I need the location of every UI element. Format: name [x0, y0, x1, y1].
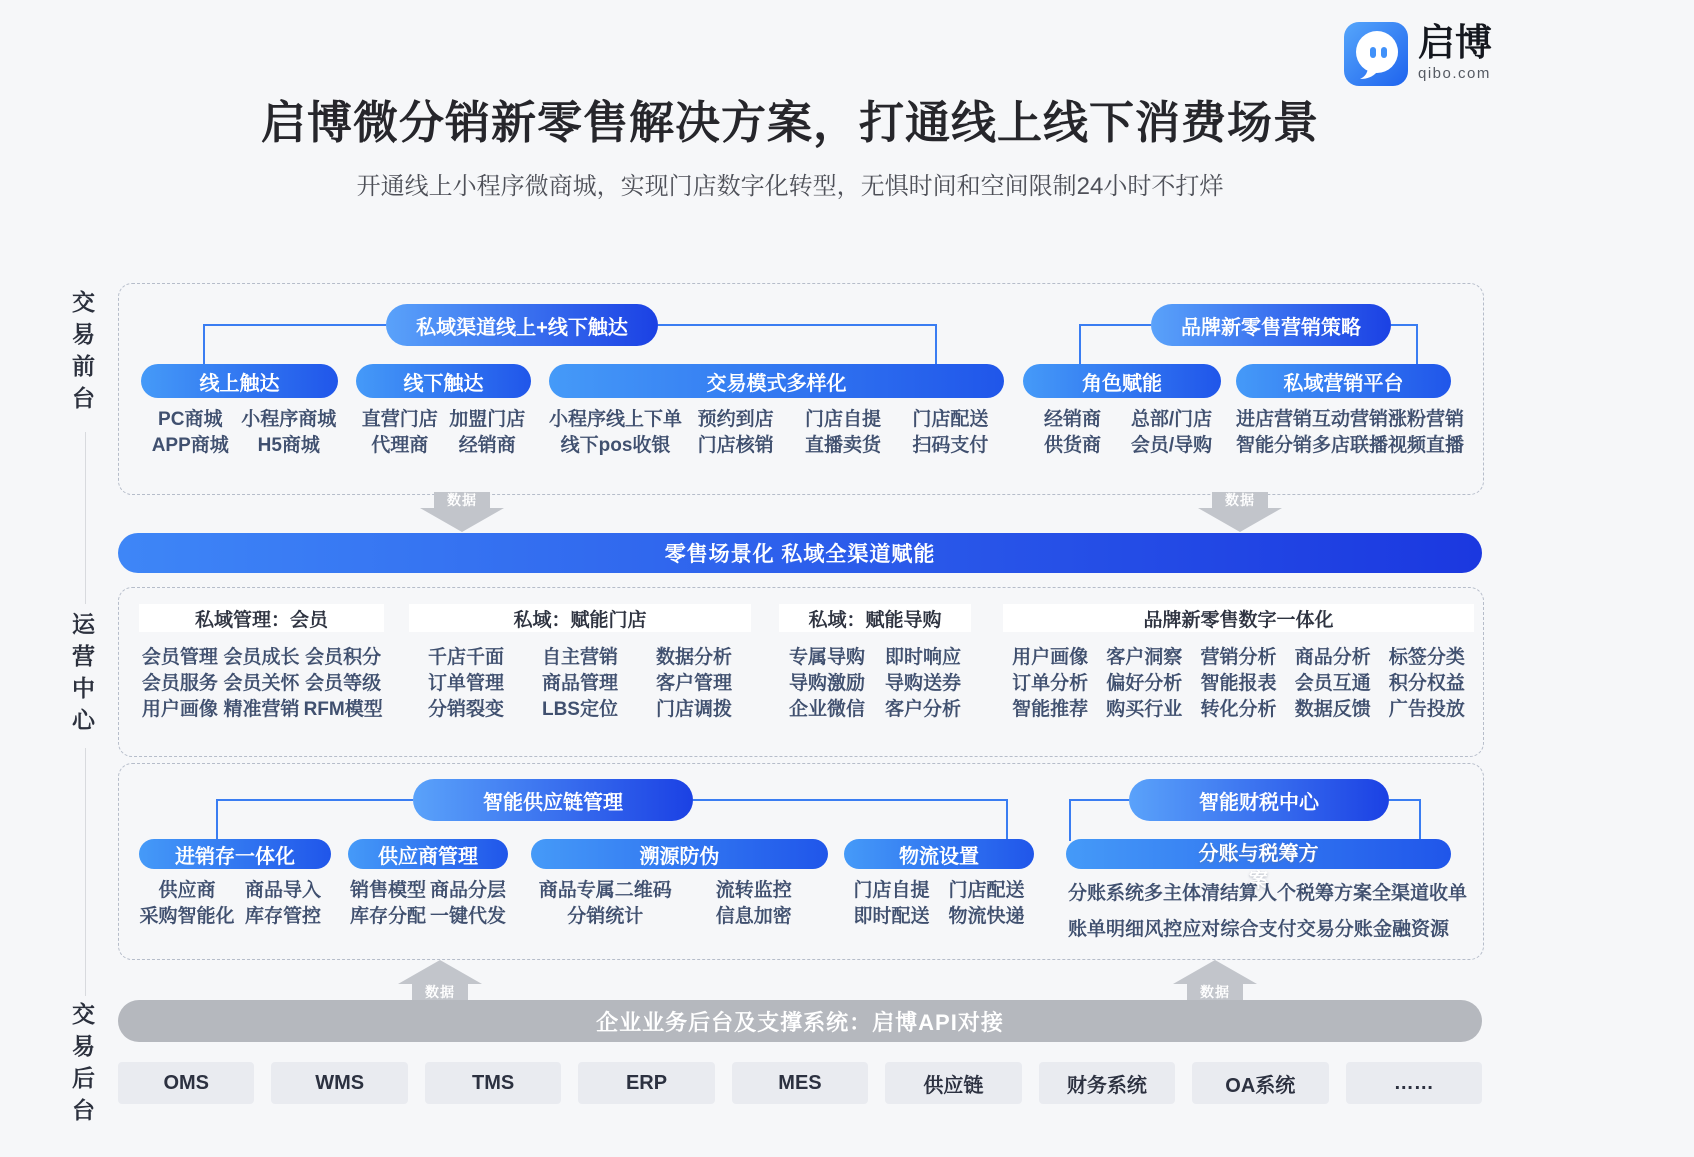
arrow-head	[398, 960, 482, 984]
system-box-finance: 财务系统	[1039, 1062, 1175, 1104]
system-box-oms: OMS	[118, 1062, 254, 1104]
feature-item: 门店自提	[853, 880, 930, 901]
feature-item: 门店调拨	[655, 699, 732, 720]
data-flow-up-arrow-icon	[398, 960, 482, 1000]
feature-item: 用户画像	[1012, 647, 1089, 668]
feature-item: 库存管控	[244, 906, 321, 927]
feature-item: 营销分析	[1200, 647, 1277, 668]
feature-item: PC商城	[158, 409, 223, 430]
feature-item: 代理商	[371, 435, 429, 456]
feature-item: 商品导入	[244, 880, 321, 901]
feature-item: 智能报表	[1200, 673, 1277, 694]
group-digital-integration	[1003, 604, 1474, 723]
feature-item: 风控应对	[1144, 919, 1221, 940]
feature-item: 加盟门店	[449, 409, 526, 430]
feature-item: H5商城	[257, 435, 320, 456]
feature-item: 门店自提	[805, 409, 882, 430]
connector-line	[1389, 799, 1421, 801]
data-flow-up-arrow-icon	[1173, 960, 1257, 1000]
feature-item: 千店千面	[427, 647, 504, 668]
backend-api-bar: 企业业务后台及支撑系统：启博API对接	[118, 1000, 1482, 1042]
feature-item: 会员互通	[1294, 673, 1371, 694]
data-flow-down-arrow-icon	[1198, 492, 1282, 532]
feature-item: 全渠道收单	[1372, 883, 1468, 904]
group-private-marketing-platform	[1236, 364, 1465, 459]
group-private-member	[139, 604, 384, 723]
group-header: 私域：赋能门店	[409, 604, 751, 632]
feature-item: 流转监控	[715, 880, 792, 901]
group-offline-reach	[356, 364, 531, 459]
feature-item: 库存分配	[349, 906, 426, 927]
group-role-enable	[1023, 364, 1221, 459]
group-bar: 私域营销平台	[1236, 364, 1451, 398]
feature-item: 会员管理	[141, 647, 218, 668]
feature-item: 导购激励	[788, 673, 865, 694]
feature-item: 小程序商城	[241, 409, 337, 430]
data-arrow-label: 数据	[434, 492, 490, 508]
group-bar: 线下触达	[356, 364, 531, 398]
feature-item: 直播卖货	[805, 435, 882, 456]
feature-item: 综合支付	[1220, 919, 1297, 940]
connector-line	[1079, 324, 1151, 326]
feature-item: 涨粉营销	[1388, 409, 1465, 430]
feature-item: 转化分析	[1200, 699, 1277, 720]
feature-item: 会员成长	[223, 647, 300, 668]
feature-item: 直营门店	[361, 409, 438, 430]
feature-item: 会员积分	[305, 647, 382, 668]
feature-item: 会员关怀	[223, 673, 300, 694]
feature-item: 互动营销	[1312, 409, 1389, 430]
group-header: 私域：赋能导购	[779, 604, 971, 632]
feature-item: 精准营销	[223, 699, 300, 720]
feature-item: 视频直播	[1388, 435, 1465, 456]
feature-item: 经销商	[458, 435, 516, 456]
qibo-chat-bubble-icon	[1344, 22, 1408, 91]
system-box-mes: MES	[732, 1062, 868, 1104]
feature-item: 智能分销	[1236, 435, 1313, 456]
connector-line	[216, 799, 413, 801]
rail-trade-frontend: 交易前台	[69, 290, 95, 418]
logo-name: 启博	[1418, 22, 1492, 63]
feature-item: 交易分账	[1296, 919, 1373, 940]
data-flow-down-arrow-icon	[420, 492, 504, 532]
group-logistics-settings	[844, 839, 1034, 930]
page-title: 启博微分销新零售解决方案，打通线上线下消费场景	[260, 97, 1319, 148]
connector-line	[1069, 799, 1071, 841]
feature-item: 客户管理	[655, 673, 732, 694]
feature-item: 商品分析	[1294, 647, 1371, 668]
feature-item: 智能推荐	[1012, 699, 1089, 720]
feature-item: 物流快递	[948, 906, 1025, 927]
feature-item: 偏好分析	[1106, 673, 1183, 694]
feature-item: 门店核销	[697, 435, 774, 456]
qibo-logo-text	[1418, 22, 1492, 82]
feature-item: 一键代发	[429, 906, 506, 927]
feature-item: 分销统计	[567, 906, 644, 927]
group-bar: 供应商管理	[348, 839, 508, 869]
system-box-tms: TMS	[425, 1062, 561, 1104]
feature-item: 供应商	[158, 880, 216, 901]
feature-item: RFM模型	[303, 699, 383, 720]
connector-line	[1006, 799, 1008, 841]
feature-item: 分销裂变	[427, 699, 504, 720]
feature-item: 会员/导购	[1130, 435, 1213, 456]
arrow-head	[420, 508, 504, 532]
feature-item: 账单明细	[1068, 919, 1145, 940]
group-bar: 交易模式多样化	[549, 364, 1004, 398]
feature-item: 分账系统	[1068, 883, 1145, 904]
feature-item: 积分权益	[1388, 673, 1465, 694]
group-bar	[1066, 839, 1451, 892]
feature-item: 会员服务	[141, 673, 218, 694]
feature-item: 线下pos收银	[560, 435, 671, 456]
feature-item: 商品专属二维码	[538, 880, 672, 901]
connector-line	[1391, 324, 1418, 326]
data-arrow-label: 数据	[1187, 984, 1243, 1000]
feature-item: 采购智能化	[139, 906, 235, 927]
feature-item: 自主营销	[541, 647, 618, 668]
feature-item: 预约到店	[697, 409, 774, 430]
feature-item: 数据反馈	[1294, 699, 1371, 720]
data-arrow-label: 数据	[412, 984, 468, 1000]
system-box-supply-chain: 供应链	[885, 1062, 1021, 1104]
group-bar: 进销存一体化	[139, 839, 331, 869]
group-bar: 溯源防伪	[531, 839, 828, 869]
qibo-logo	[1344, 22, 1492, 91]
rail-trade-backend: 交易后台	[69, 1002, 95, 1130]
feature-item: 数据分析	[655, 647, 732, 668]
feature-item: 企业微信	[788, 699, 865, 720]
feature-item: 用户画像	[141, 699, 218, 720]
feature-item: 客户洞察	[1106, 647, 1183, 668]
feature-item: 供货商	[1043, 435, 1101, 456]
connector-line	[1419, 799, 1421, 841]
feature-item: 人个税筹方案	[1258, 883, 1373, 904]
connector-line	[1079, 324, 1081, 366]
group-enable-store	[409, 604, 751, 723]
group-bar-label: 分账与税筹方案	[1198, 843, 1319, 892]
feature-item: 小程序线上下单	[549, 409, 683, 430]
feature-item: 经销商	[1043, 409, 1101, 430]
backend-systems-row	[118, 1062, 1482, 1104]
feature-item: 即时响应	[884, 647, 961, 668]
feature-item: 销售模型	[349, 880, 426, 901]
system-box-erp: ERP	[578, 1062, 714, 1104]
feature-item: 信息加密	[715, 906, 792, 927]
group-header: 私域管理：会员	[139, 604, 384, 632]
group-inventory-integration	[139, 839, 331, 930]
section-supply-finance	[118, 763, 1484, 960]
feature-item: 商品分层	[429, 880, 506, 901]
system-box-oa: OA系统	[1192, 1062, 1328, 1104]
connector-line	[203, 324, 205, 366]
feature-item: 多店联播	[1312, 435, 1389, 456]
connector-line	[203, 324, 386, 326]
feature-item: 多主体清结算	[1144, 883, 1259, 904]
banner-retail-scene: 零售场景化 私域全渠道赋能	[118, 533, 1482, 573]
connector-line	[1416, 324, 1418, 366]
logo-site: qibo.com	[1418, 64, 1491, 82]
group-header: 品牌新零售数字一体化	[1003, 604, 1474, 632]
feature-item: 标签分类	[1388, 647, 1465, 668]
rail-divider-line	[85, 748, 86, 996]
feature-item: LBS定位	[541, 699, 618, 720]
feature-item: 进店营销	[1236, 409, 1313, 430]
connector-line	[693, 799, 1008, 801]
group-bar: 角色赋能	[1023, 364, 1221, 398]
feature-item: 扫码支付	[912, 435, 989, 456]
arrow-head	[1198, 508, 1282, 532]
group-online-reach	[141, 364, 338, 459]
feature-item: 广告投放	[1388, 699, 1465, 720]
pill-private-channel: 私域渠道线上+线下触达	[386, 304, 658, 346]
group-bar: 物流设置	[844, 839, 1034, 869]
feature-item: 订单管理	[427, 673, 504, 694]
group-split-tax-plan	[1066, 839, 1468, 941]
arrow-head	[1173, 960, 1257, 984]
feature-item: 金融资源	[1372, 919, 1449, 940]
connector-line	[658, 324, 937, 326]
feature-item: 购买行业	[1106, 699, 1183, 720]
feature-item: 总部/门店	[1130, 409, 1213, 430]
system-box-more: ……	[1346, 1062, 1482, 1104]
connector-line	[935, 324, 937, 366]
section-trade-frontend	[118, 283, 1484, 495]
group-trace-antifake	[531, 839, 828, 930]
feature-item: 客户分析	[884, 699, 961, 720]
system-box-wms: WMS	[271, 1062, 407, 1104]
feature-item: 订单分析	[1012, 673, 1089, 694]
group-bar: 线上触达	[141, 364, 338, 398]
connector-line	[1069, 799, 1129, 801]
feature-item: 会员等级	[305, 673, 382, 694]
group-enable-guide	[779, 604, 971, 723]
pill-smart-finance-tax: 智能财税中心	[1129, 779, 1389, 821]
feature-item: APP商城	[151, 435, 229, 456]
rail-divider-line	[85, 432, 86, 604]
feature-item: 导购送券	[884, 673, 961, 694]
pill-brand-marketing-strategy: 品牌新零售营销策略	[1151, 304, 1391, 346]
connector-line	[216, 799, 218, 841]
feature-item: 商品管理	[541, 673, 618, 694]
page-subtitle: 开通线上小程序微商城，实现门店数字化转型，无惧时间和空间限制24小时不打烊	[356, 173, 1224, 200]
pill-smart-supply-chain: 智能供应链管理	[413, 779, 693, 821]
feature-item: 门店配送	[912, 409, 989, 430]
feature-item: 即时配送	[853, 906, 930, 927]
data-arrow-label: 数据	[1212, 492, 1268, 508]
feature-item: 专属导购	[788, 647, 865, 668]
group-trade-modes	[549, 364, 1004, 459]
feature-item: 门店配送	[948, 880, 1025, 901]
rail-operation-center: 运营中心	[69, 612, 95, 740]
group-supplier-management	[348, 839, 508, 930]
section-operation-center	[118, 587, 1484, 757]
